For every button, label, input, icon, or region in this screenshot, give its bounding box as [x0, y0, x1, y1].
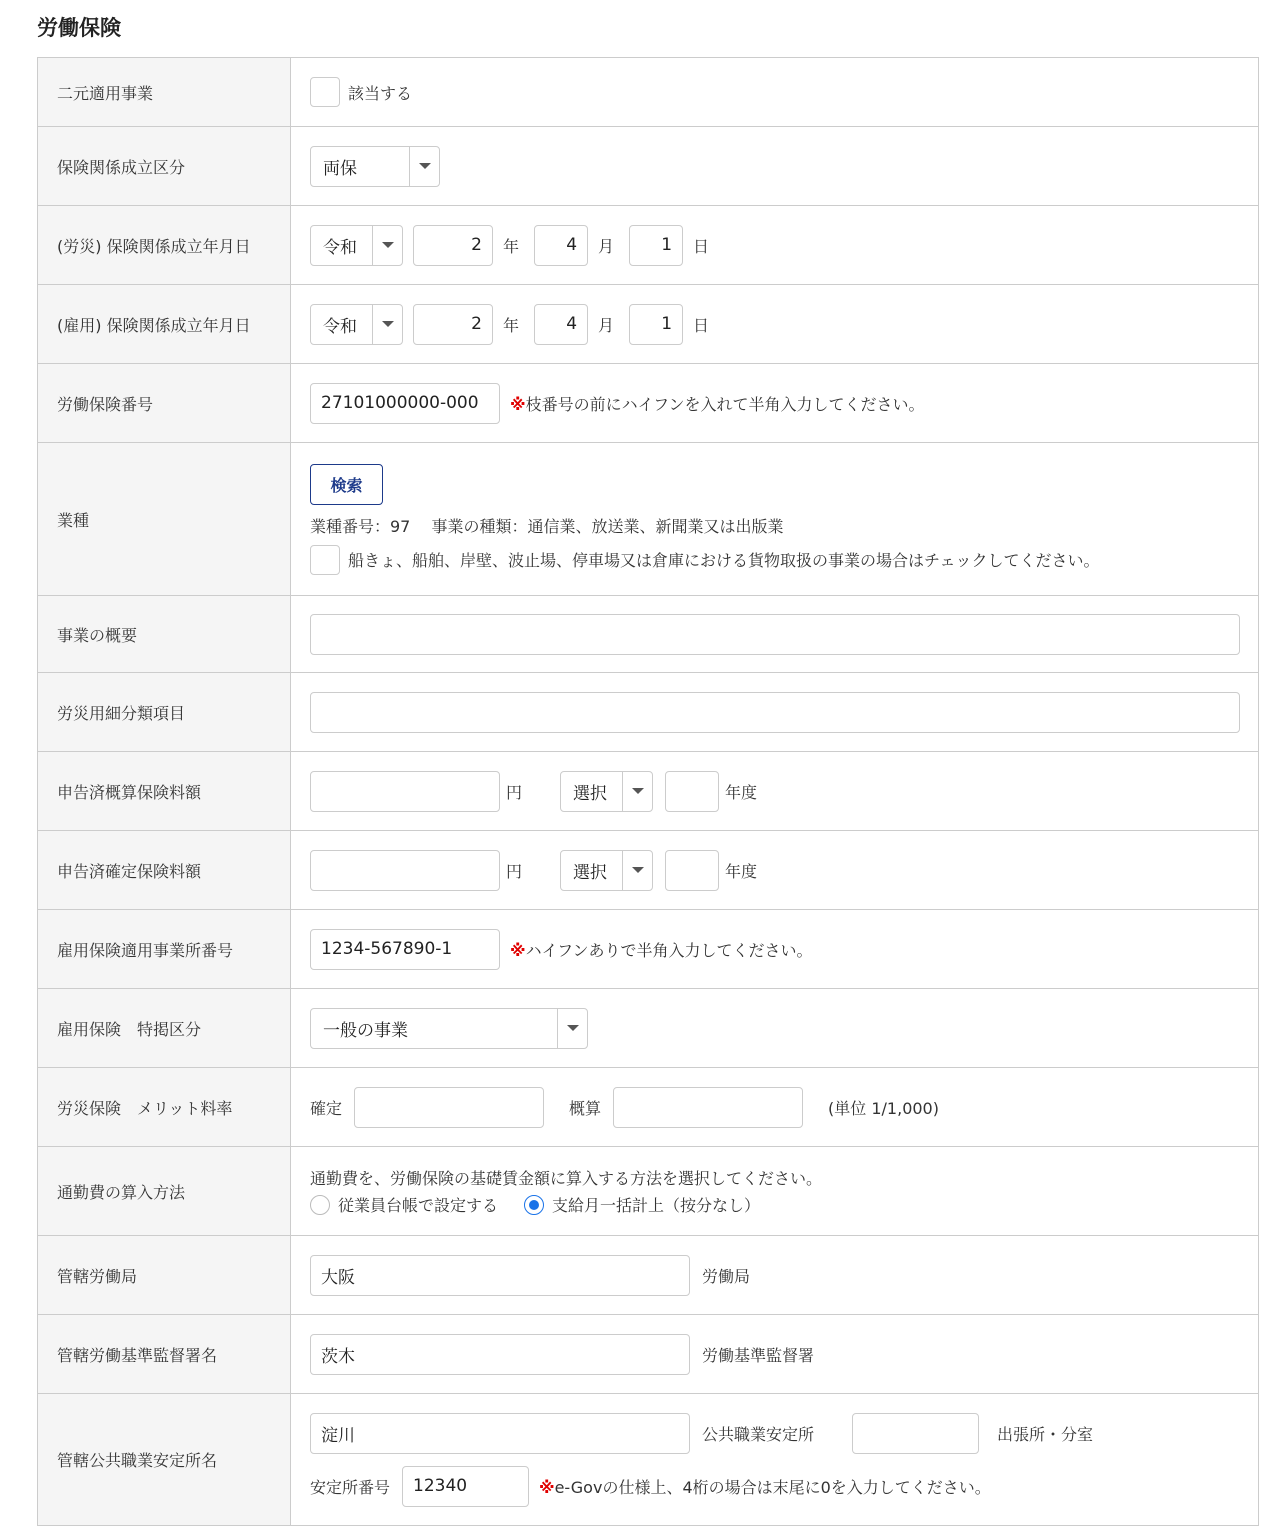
fixed-premium-year-input[interactable]: [665, 850, 719, 891]
row-employment-office-number: [37, 910, 1259, 989]
employment-office-number-note: ハイフンありで半角入力してください。: [525, 940, 813, 960]
label-labor-insurance-number: 労働保険番号: [38, 364, 291, 442]
label-employment-office-number: 雇用保険適用事業所番号: [38, 910, 291, 988]
koyou-day-input[interactable]: 1: [629, 304, 683, 345]
label-employment-category: 雇用保険 特掲区分: [38, 989, 291, 1067]
required-mark: ※: [510, 394, 526, 414]
estimated-premium-year-input[interactable]: [665, 771, 719, 812]
row-merit-rate: [37, 1068, 1259, 1147]
hello-work-branch-suffix: 出張所・分室: [997, 1424, 1094, 1444]
koyou-era-value: 令和: [323, 316, 357, 337]
row-establishment-type: [37, 127, 1259, 206]
commute-option-ledger-radio[interactable]: [310, 1195, 330, 1215]
estimated-premium-era-select[interactable]: [560, 771, 653, 812]
label-rousai-subcategory: 労災用細分類項目: [38, 673, 291, 751]
row-inspection-office: [37, 1315, 1259, 1394]
koyou-era-select[interactable]: [310, 304, 403, 345]
dual-application-checkbox[interactable]: [310, 77, 340, 107]
required-mark: ※: [539, 1477, 555, 1497]
row-rousai-date: [37, 206, 1259, 285]
label-fixed-premium: 申告済確定保険料額: [38, 831, 291, 909]
label-rousai-date: (労災) 保険関係成立年月日: [38, 206, 291, 284]
merit-fixed-input[interactable]: [354, 1087, 544, 1128]
merit-estimate-label: 概算: [569, 1098, 602, 1118]
fixed-premium-era-select[interactable]: [560, 850, 653, 891]
merit-unit: (単位 1/1,000): [828, 1098, 939, 1118]
cargo-handling-checkbox-label[interactable]: 船きょ、船舶、岸壁、波止場、停車場又は倉庫における貨物取扱の事業の場合はチェックしてください。: [348, 551, 1100, 570]
row-rousai-subcategory: [37, 673, 1259, 752]
row-business-summary: [37, 596, 1259, 673]
row-labor-insurance-number: [37, 364, 1259, 443]
hello-work-number-label: 安定所番号: [310, 1477, 391, 1497]
employment-category-select[interactable]: [310, 1008, 588, 1049]
rousai-era-value: 令和: [323, 237, 357, 258]
fixed-premium-input[interactable]: [310, 850, 500, 891]
label-dual-application: 二元適用事業: [38, 58, 291, 126]
establishment-type-value: 両保: [323, 158, 357, 179]
merit-estimate-input[interactable]: [613, 1087, 803, 1128]
row-labor-bureau: [37, 1236, 1259, 1315]
label-business-summary: 事業の概要: [38, 596, 291, 672]
labor-bureau-input[interactable]: [310, 1255, 690, 1296]
chevron-down-icon[interactable]: [557, 1009, 587, 1048]
chevron-down-icon[interactable]: [409, 147, 439, 186]
labor-insurance-number-note: 枝番号の前にハイフンを入れて半角入力してください。: [525, 394, 925, 414]
chevron-down-icon[interactable]: [622, 851, 652, 890]
commute-option-lump-label[interactable]: 支給月一括計上（按分なし）: [552, 1196, 761, 1215]
estimated-premium-yen: 円: [506, 782, 523, 802]
row-commute-method: [37, 1147, 1259, 1236]
row-estimated-premium: [37, 752, 1259, 831]
label-merit-rate: 労災保険 メリット料率: [38, 1068, 291, 1146]
hello-work-number-note: e-Govの仕様上、4桁の場合は末尾に0を入力してください。: [554, 1477, 991, 1497]
estimated-premium-input[interactable]: [310, 771, 500, 812]
row-employment-category: [37, 989, 1259, 1068]
chevron-down-icon[interactable]: [622, 772, 652, 811]
required-mark: ※: [510, 940, 526, 960]
commute-option-ledger-label[interactable]: 従業員台帳で設定する: [338, 1196, 499, 1215]
fixed-premium-era-value: 選択: [573, 862, 608, 883]
label-labor-bureau: 管轄労働局: [38, 1236, 291, 1314]
chevron-down-icon[interactable]: [372, 305, 402, 344]
rousai-day-input[interactable]: 1: [629, 225, 683, 266]
rousai-year-input[interactable]: 2: [413, 225, 493, 266]
labor-bureau-suffix: 労働局: [702, 1266, 751, 1286]
rousai-month-input[interactable]: 4: [534, 225, 588, 266]
label-commute-method: 通勤費の算入方法: [38, 1147, 291, 1235]
establishment-type-select[interactable]: [310, 146, 440, 187]
page-title: 労働保険: [37, 16, 121, 40]
inspection-office-suffix: 労働基準監督署: [702, 1345, 815, 1365]
row-dual-application: [37, 58, 1259, 127]
hello-work-number-input[interactable]: [402, 1466, 529, 1507]
label-establishment-type: 保険関係成立区分: [38, 127, 291, 205]
rousai-day-unit: 日: [693, 236, 710, 256]
cargo-handling-checkbox[interactable]: [310, 545, 340, 575]
business-summary-input[interactable]: [310, 614, 1240, 655]
row-hello-work: [37, 1394, 1259, 1526]
fixed-premium-nendo: 年度: [725, 861, 758, 881]
hello-work-suffix: 公共職業安定所: [702, 1424, 815, 1444]
hello-work-branch-input[interactable]: [852, 1413, 979, 1454]
commute-description: 通勤費を、労働保険の基礎賃金額に算入する方法を選択してください。: [310, 1169, 823, 1188]
chevron-down-icon[interactable]: [372, 226, 402, 265]
koyou-month-input[interactable]: 4: [534, 304, 588, 345]
inspection-office-input[interactable]: [310, 1334, 690, 1375]
dual-application-checkbox-label[interactable]: 該当する: [348, 83, 413, 103]
employment-category-value: 一般の事業: [323, 1020, 408, 1041]
label-hello-work: 管轄公共職業安定所名: [38, 1394, 291, 1525]
row-fixed-premium: [37, 831, 1259, 910]
estimated-premium-era-value: 選択: [573, 783, 608, 804]
labor-insurance-form: [37, 57, 1259, 1526]
rousai-subcategory-input[interactable]: [310, 692, 1240, 733]
industry-info: 業種番号：97 事業の種類：通信業、放送業、新聞業又は出版業: [310, 516, 784, 536]
industry-search-button[interactable]: 検索: [310, 464, 383, 505]
koyou-day-unit: 日: [693, 315, 710, 335]
label-koyou-date: (雇用) 保険関係成立年月日: [38, 285, 291, 363]
koyou-year-unit: 年: [503, 315, 520, 335]
koyou-year-input[interactable]: 2: [413, 304, 493, 345]
rousai-month-unit: 月: [598, 236, 615, 256]
estimated-premium-nendo: 年度: [725, 782, 758, 802]
hello-work-input[interactable]: [310, 1413, 690, 1454]
merit-fixed-label: 確定: [310, 1098, 343, 1118]
labor-insurance-number-input[interactable]: [310, 383, 500, 424]
label-estimated-premium: 申告済概算保険料額: [38, 752, 291, 830]
rousai-year-unit: 年: [503, 236, 520, 256]
employment-office-number-input[interactable]: [310, 929, 500, 970]
row-koyou-date: [37, 285, 1259, 364]
commute-option-lump-radio[interactable]: [524, 1195, 544, 1215]
label-inspection-office: 管轄労働基準監督署名: [38, 1315, 291, 1393]
koyou-month-unit: 月: [598, 315, 615, 335]
label-industry: 業種: [38, 443, 291, 595]
rousai-era-select[interactable]: [310, 225, 403, 266]
row-industry: [37, 443, 1259, 596]
fixed-premium-yen: 円: [506, 861, 523, 881]
